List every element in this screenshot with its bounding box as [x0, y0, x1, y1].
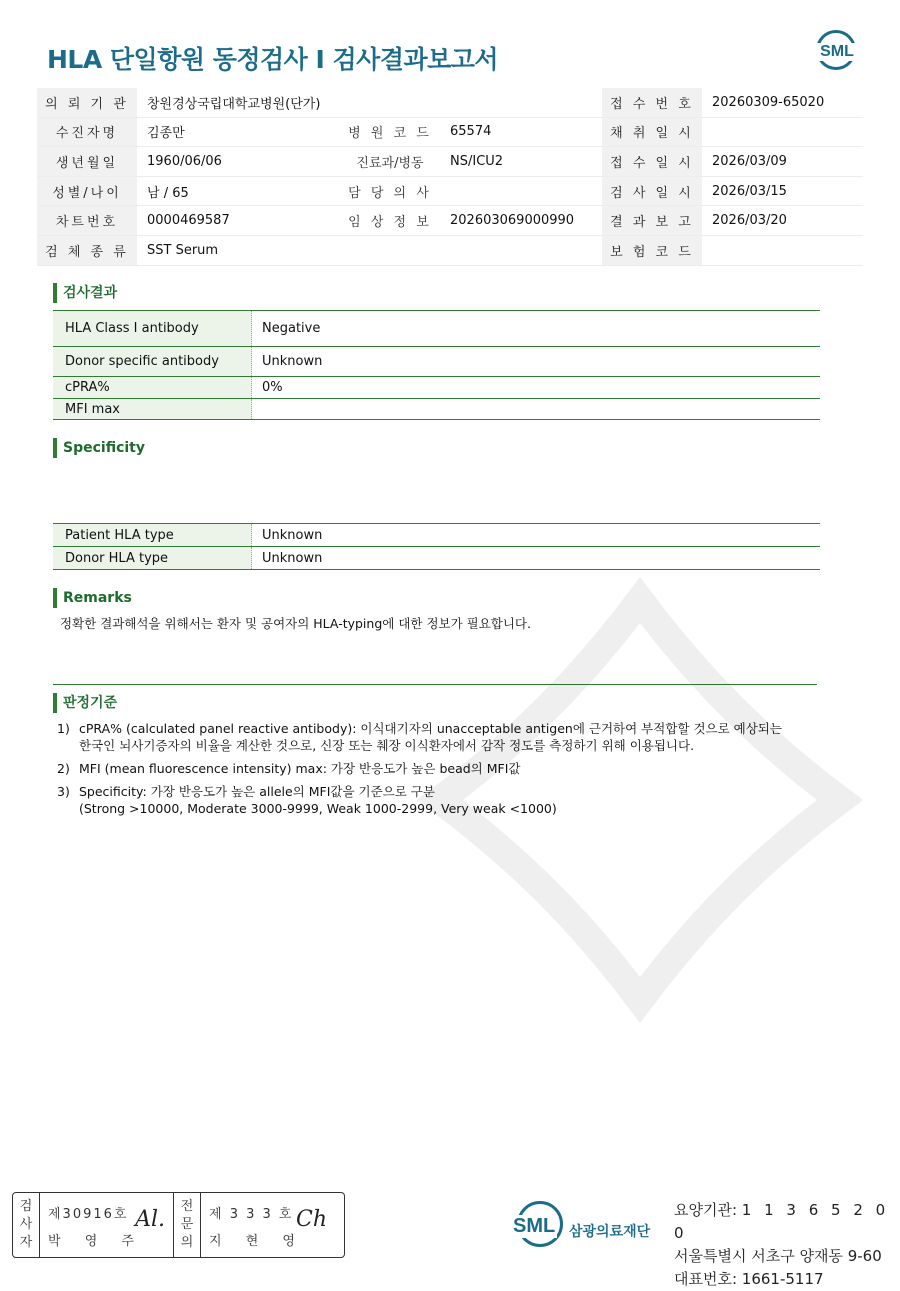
test-date-value: 2026/03/15 [702, 176, 863, 206]
care-number: 1 1 3 6 5 2 0 0 [674, 1201, 890, 1242]
report-date-label: 결 과 보 고 [602, 206, 702, 236]
sml-logo [812, 30, 862, 78]
criteria-num: 1) [57, 721, 70, 736]
hospital-code-value: 65574 [440, 117, 602, 147]
result-row [53, 347, 820, 377]
specialist-license-no: 제 3 3 3 호 [209, 1207, 294, 1222]
criteria-heading: 판정기준 [53, 693, 117, 713]
tester-label [13, 1193, 40, 1257]
info-row [37, 147, 863, 177]
result-row [53, 311, 820, 347]
phone-number: 1661-5117 [741, 1270, 824, 1288]
requesting-institution-label: 의 뢰 기 관 [37, 88, 137, 117]
criteria-num: 2) [57, 761, 70, 776]
tester-label-char: 검 [19, 1199, 33, 1214]
chart-no-label: 차트번호 [37, 206, 137, 236]
specimen-label: 검 체 종 류 [37, 235, 137, 265]
specialist-label-char: 의 [180, 1235, 194, 1250]
receipt-no-value: 20260309-65020 [702, 88, 863, 117]
tester-cell [40, 1193, 174, 1257]
footer-logo-abbr: SML [513, 1215, 556, 1237]
logo-text: SML [812, 43, 862, 61]
hla-type-key: Donor HLA type [53, 547, 252, 570]
result-key: MFI max [53, 399, 252, 420]
results-heading: 검사결과 [53, 283, 117, 303]
result-row [53, 399, 820, 420]
specialist-label-char: 문 [180, 1217, 194, 1232]
test-date-label: 검 사 일 시 [602, 176, 702, 206]
watermark-cross-icon [380, 540, 900, 1060]
specialist-label-char: 전 [180, 1199, 194, 1214]
tester-license-no: 제30916호 [48, 1207, 129, 1222]
birth-label: 생년월일 [37, 147, 137, 177]
result-key: Donor specific antibody [53, 347, 252, 377]
footer-info [674, 1199, 900, 1291]
result-key: cPRA% [53, 377, 252, 399]
phone-label: 대표번호: [674, 1270, 738, 1288]
hla-type-value: Unknown [252, 547, 821, 570]
specialist-cell [201, 1193, 335, 1257]
sex-age-value: 남 / 65 [137, 176, 340, 206]
criteria-line: MFI (mean fluorescence intensity) max: 가장 반응도가 높은 bead의 MFI값 [79, 761, 521, 776]
hla-type-key: Patient HLA type [53, 524, 252, 547]
birth-value: 1960/06/06 [137, 147, 340, 177]
specialist-name: 지 현 영 [209, 1234, 305, 1249]
tester-label-char: 사 [19, 1217, 33, 1232]
requesting-institution-value: 창원경상국립대학교병원(단가) [137, 88, 602, 117]
report-title: HLA 단일항원 동정검사 I 검사결과보고서 [47, 45, 499, 74]
tester-signature: Al. [135, 1207, 165, 1232]
receipt-date-label: 접 수 일 시 [602, 147, 702, 177]
result-value: Negative [252, 311, 821, 347]
doctor-value [440, 176, 602, 206]
collection-date-label: 채 취 일 시 [602, 117, 702, 147]
criteria-num: 3) [57, 784, 70, 799]
doctor-label: 담 당 의 사 [340, 176, 440, 206]
footer-logo [509, 1199, 664, 1257]
result-row [53, 377, 820, 399]
footer-org-name: 삼광의료재단 [569, 1224, 651, 1240]
remarks-heading: Remarks [53, 588, 132, 608]
specialist-label [174, 1193, 201, 1257]
patient-name-label: 수진자명 [37, 117, 137, 147]
tester-name: 박 영 주 [48, 1234, 144, 1249]
result-value [252, 399, 821, 420]
hla-type-value: Unknown [252, 524, 821, 547]
criteria-line: 한국인 뇌사기증자의 비율을 계산한 것으로, 신장 또는 췌장 이식환자에서 감작 정도를 측정하기 위해 이용됩니다. [79, 738, 695, 753]
signature-box [12, 1192, 345, 1258]
patient-name-value: 김종만 [137, 117, 340, 147]
info-row [37, 235, 863, 265]
specificity-heading: Specificity [53, 438, 145, 458]
collection-date-value [702, 117, 863, 147]
footer-address: 서울특별시 서초구 양재동 9-60 [674, 1247, 882, 1265]
criteria-line: (Strong >10000, Moderate 3000-9999, Weak 1000-2999, Very weak <1000) [79, 801, 557, 816]
info-row [37, 88, 863, 117]
care-label: 요양기관: [674, 1201, 738, 1219]
criteria-line: Specificity: 가장 반응도가 높은 allele의 MFI값을 기준으로 구분 [79, 784, 435, 799]
info-row [37, 176, 863, 206]
info-row [37, 117, 863, 147]
result-value: Unknown [252, 347, 821, 377]
receipt-date-value: 2026/03/09 [702, 147, 863, 177]
clinical-info-label: 임 상 정 보 [340, 206, 440, 236]
dept-value: NS/ICU2 [440, 147, 602, 177]
insurance-code-value [702, 235, 863, 265]
patient-info-table [37, 88, 863, 266]
criteria-line: cPRA% (calculated panel reactive antibody): 이식대기자의 unacceptable antigen에 근거하여 부적합할 것으로 예상되는 [79, 721, 782, 736]
specialist-signature: Ch [295, 1207, 327, 1232]
receipt-no-label: 접 수 번 호 [602, 88, 702, 117]
remarks-text: 정확한 결과해석을 위해서는 환자 및 공여자의 HLA-typing에 대한 정보가 필요합니다. [60, 616, 531, 631]
tester-label-char: 자 [19, 1235, 33, 1250]
dept-label: 진료과/병동 [340, 147, 440, 177]
insurance-code-label: 보 험 코 드 [602, 235, 702, 265]
clinical-info-value: 202603069000990 [440, 206, 602, 236]
report-date-value: 2026/03/20 [702, 206, 863, 236]
chart-no-value: 0000469587 [137, 206, 340, 236]
result-value: 0% [252, 377, 821, 399]
sex-age-label: 성별/나이 [37, 176, 137, 206]
specimen-value: SST Serum [137, 235, 602, 265]
results-table [53, 310, 820, 420]
info-row [37, 206, 863, 236]
result-key: HLA Class I antibody [53, 311, 252, 347]
hospital-code-label: 병 원 코 드 [340, 117, 440, 147]
